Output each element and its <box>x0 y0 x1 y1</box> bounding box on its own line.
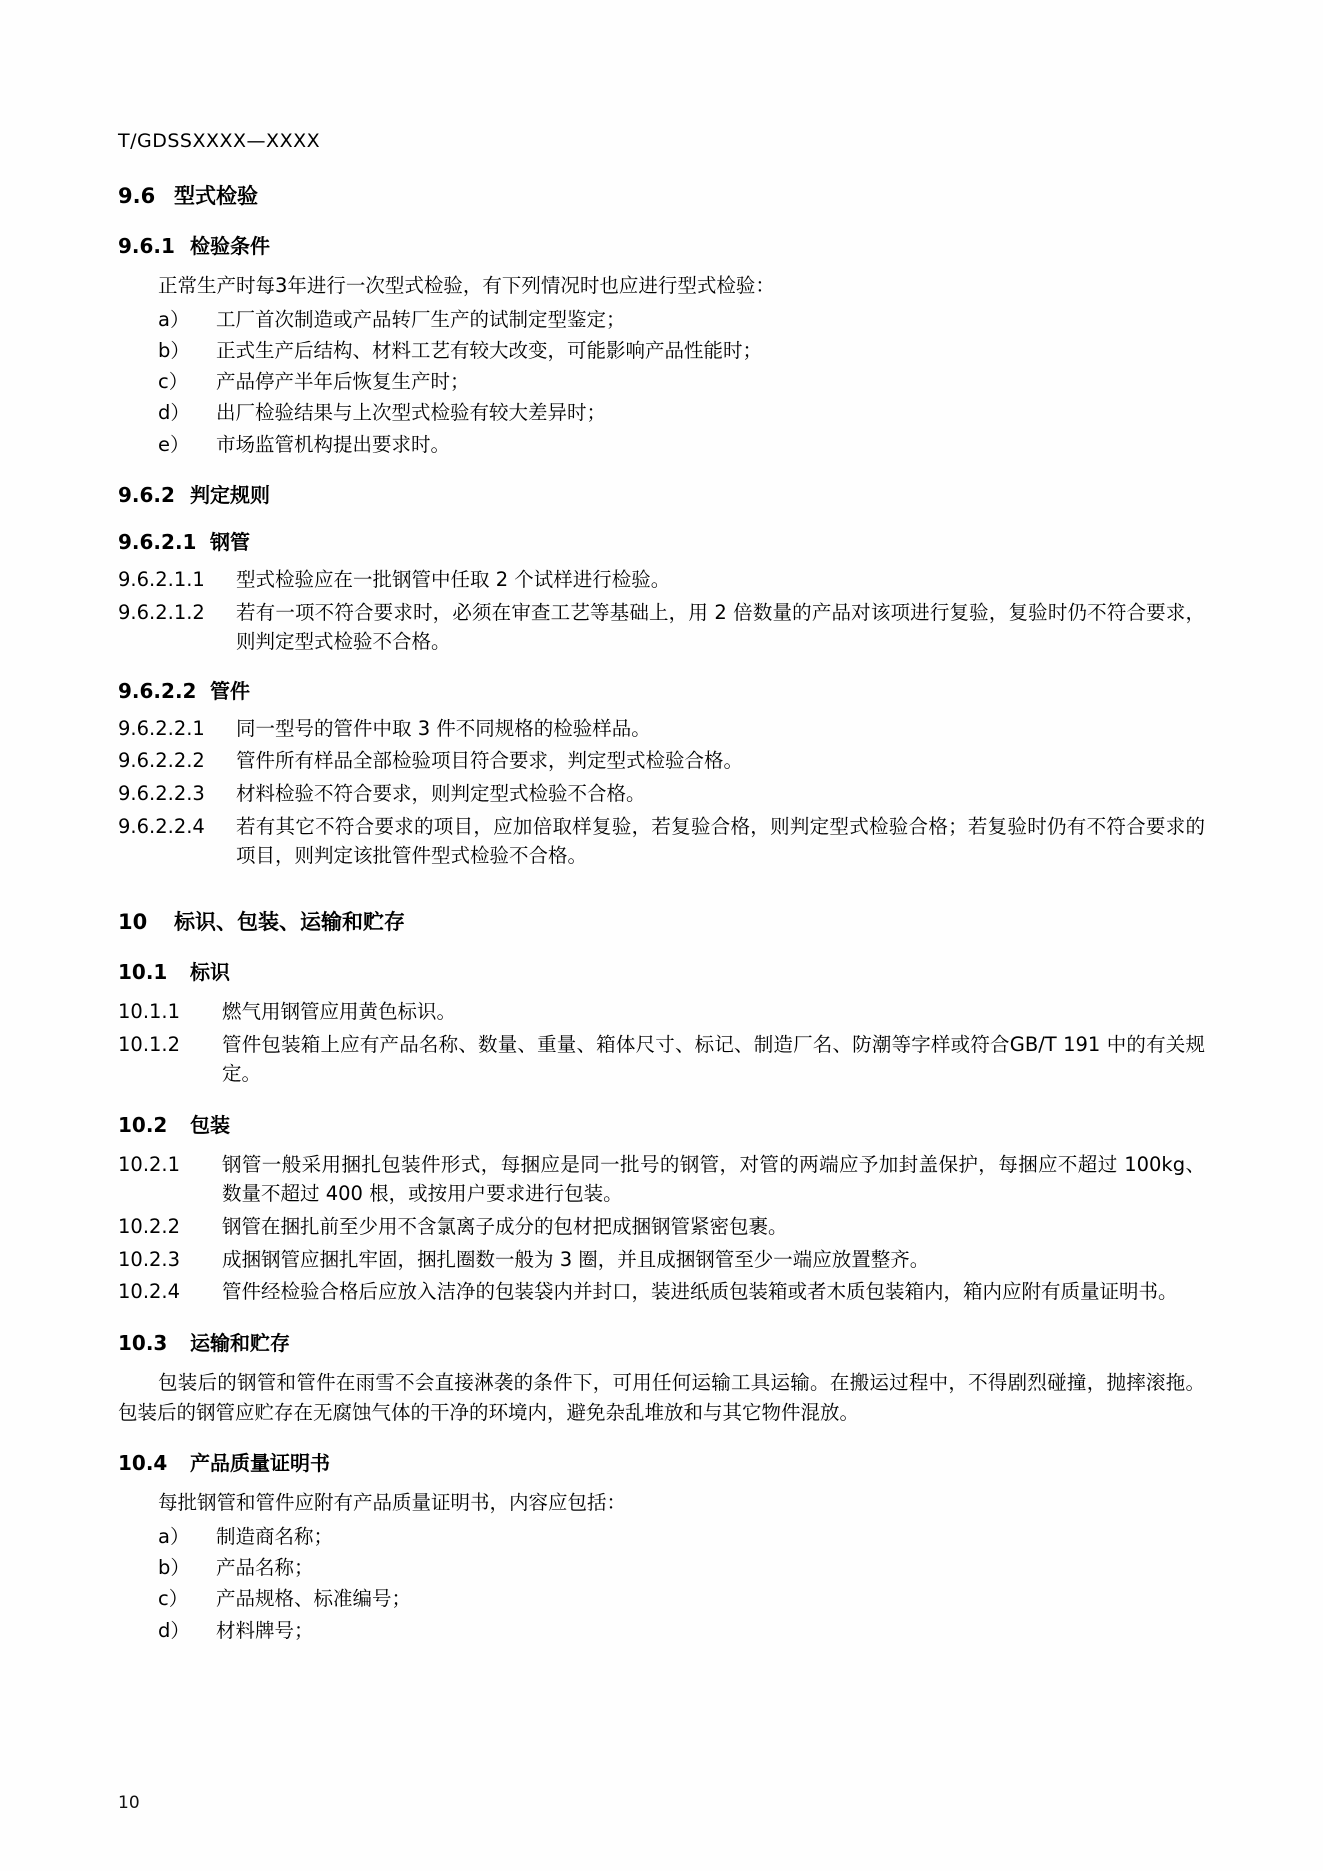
heading-9-6-2-2 <box>118 675 1205 704</box>
page-number: 10 <box>118 1793 140 1813</box>
heading-10-4 <box>118 1447 1205 1476</box>
clause-label: 9.6.2.2.1 <box>118 716 205 740</box>
heading-9-6-2-1-title: 钢管 <box>210 529 250 554</box>
heading-9-6-2-1 <box>118 526 1205 555</box>
clause-text: 钢管一般采用捆扎包装件形式，每捆应是同一批号的钢管，对管的两端应予加封盖保护，每捆应不超过 100kg、数量不超过 400 根，或按用户要求进行包装。 <box>222 1152 1205 1206</box>
heading-9-6-1-title: 检验条件 <box>190 234 270 258</box>
list-marker: b） <box>158 1556 190 1579</box>
clause-text: 同一型号的管件中取 3 件不同规格的检验样品。 <box>236 716 651 740</box>
heading-9-6-2-2-number: 9.6.2.2 <box>118 678 197 703</box>
clause-paragraph <box>118 714 1205 744</box>
list-text: 出厂检验结果与上次型式检验有较大差异时； <box>216 401 607 425</box>
clause-label: 9.6.2.1.1 <box>118 567 205 591</box>
list-text: 工厂首次制造或产品转厂生产的试制定型鉴定； <box>216 307 626 331</box>
list-item <box>118 398 1205 427</box>
clause-text: 若有其它不符合要求的项目，应加倍取样复验，若复验合格，则判定型式检验合格；若复验时仍有不符合要求的项目，则判定该批管件型式检验不合格。 <box>236 814 1205 868</box>
heading-10-2 <box>118 1109 1205 1138</box>
heading-10-4-title: 产品质量证明书 <box>190 1451 330 1476</box>
list-text: 产品名称； <box>216 1556 314 1579</box>
clause-paragraph <box>118 997 1205 1027</box>
list-item <box>118 336 1205 365</box>
paragraph-10-4-intro: 每批钢管和管件应附有产品质量证明书，内容应包括： <box>158 1491 627 1515</box>
heading-9-6-1 <box>118 230 1205 259</box>
clause-text: 型式检验应在一批钢管中任取 2 个试样进行检验。 <box>236 567 671 591</box>
clause-label: 10.2.1 <box>118 1152 181 1176</box>
clause-text: 管件经检验合格后应放入洁净的包装袋内并封口，装进纸质包装箱或者木质包装箱内，箱内应附有质量证明书。 <box>222 1280 1178 1304</box>
heading-10-3 <box>118 1327 1205 1356</box>
spacer <box>118 874 1205 884</box>
list-item <box>118 1584 1205 1613</box>
clause-text: 管件包装箱上应有产品名称、数量、重量、箱体尺寸、标记、制造厂名、防潮等字样或符合GB/T 191 中的有关规定。 <box>222 1032 1205 1086</box>
document-header-code: T/GDSSXXXX—XXXX <box>118 130 321 152</box>
clause-label: 9.6.2.2.2 <box>118 749 205 773</box>
heading-9-6-2-2-title: 管件 <box>210 678 250 703</box>
clause-paragraph <box>118 1150 1205 1209</box>
heading-10-3-title: 运输和贮存 <box>190 1330 290 1355</box>
list-text: 产品规格、标准编号； <box>216 1587 412 1611</box>
list-item <box>118 305 1205 334</box>
list-marker: d） <box>158 401 190 425</box>
clause-paragraph <box>118 812 1205 871</box>
list-text: 材料牌号； <box>216 1618 314 1642</box>
clause-label: 10.2.2 <box>118 1215 181 1238</box>
list-item <box>118 1522 1205 1551</box>
list-text: 产品停产半年后恢复生产时； <box>216 370 470 394</box>
heading-10-2-title: 包装 <box>190 1112 230 1137</box>
heading-9-6-1-number: 9.6.1 <box>118 234 175 258</box>
clause-paragraph <box>118 779 1205 809</box>
clause-paragraph <box>118 565 1205 595</box>
clause-label: 10.1.1 <box>118 999 181 1023</box>
list-text: 制造商名称； <box>216 1524 334 1548</box>
list-marker: d） <box>158 1618 190 1642</box>
clause-label: 10.2.4 <box>118 1280 181 1304</box>
list-marker: c） <box>158 1587 189 1611</box>
heading-10-title: 标识、包装、运输和贮存 <box>174 909 405 934</box>
clause-text: 成捆钢管应捆扎牢固，捆扎圈数一般为 3 圈，并且成捆钢管至少一端应放置整齐。 <box>222 1247 930 1271</box>
clause-paragraph <box>118 1277 1205 1307</box>
list-marker: b） <box>158 338 190 362</box>
clause-paragraph <box>118 598 1205 657</box>
clause-label: 10.2.3 <box>118 1247 181 1271</box>
clause-label: 9.6.2.2.3 <box>118 782 205 805</box>
heading-9-6-2-title: 判定规则 <box>190 482 270 507</box>
clause-text: 燃气用钢管应用黄色标识。 <box>222 999 457 1023</box>
clause-label: 10.1.2 <box>118 1032 181 1056</box>
heading-9-6-2 <box>118 479 1205 508</box>
heading-9-6 <box>118 180 1205 210</box>
clause-text: 管件所有样品全部检验项目符合要求，判定型式检验合格。 <box>236 749 744 773</box>
clause-label: 9.6.2.1.2 <box>118 600 205 624</box>
list-text: 正式生产后结构、材料工艺有较大改变，可能影响产品性能时； <box>216 338 763 362</box>
heading-10-2-number: 10.2 <box>118 1112 168 1137</box>
heading-9-6-number: 9.6 <box>118 184 156 208</box>
heading-10-1-title: 标识 <box>190 959 230 984</box>
heading-9-6-2-number: 9.6.2 <box>118 482 175 507</box>
list-item <box>118 1616 1205 1645</box>
heading-9-6-2-1-number: 9.6.2.1 <box>118 529 197 554</box>
list-item <box>118 367 1205 396</box>
list-marker: c） <box>158 370 189 394</box>
clause-paragraph <box>118 1212 1205 1242</box>
clause-paragraph <box>118 746 1205 776</box>
paragraph-10-3: 包装后的钢管和管件在雨雪不会直接淋袭的条件下，可用任何运输工具运输。在搬运过程中，不得剧烈碰撞，抛摔滚拖。包装后的钢管应贮存在无腐蚀气体的干净的环境内，避免杂乱堆放和与其它物件混放。 <box>118 1370 1205 1424</box>
clause-text: 若有一项不符合要求时，必须在审查工艺等基础上，用 2 倍数量的产品对该项进行复验，复验时仍不符合要求，则判定型式检验不合格。 <box>236 600 1205 654</box>
clause-label: 9.6.2.2.4 <box>118 814 205 838</box>
paragraph-9-6-1-intro: 正常生产时每3年进行一次型式检验，有下列情况时也应进行型式检验： <box>158 274 775 297</box>
list-marker: a） <box>158 1524 190 1548</box>
clause-text: 钢管在捆扎前至少用不含氯离子成分的包材把成捆钢管紧密包裹。 <box>222 1215 788 1238</box>
heading-9-6-title: 型式检验 <box>174 184 258 208</box>
list-item <box>118 1553 1205 1582</box>
list-marker: a） <box>158 307 190 331</box>
clause-text: 材料检验不符合要求，则判定型式检验不合格。 <box>236 782 646 805</box>
heading-10-number: 10 <box>118 909 148 934</box>
list-item <box>118 430 1205 459</box>
clause-paragraph <box>118 1030 1205 1089</box>
clause-paragraph <box>118 1245 1205 1275</box>
heading-10-1 <box>118 956 1205 985</box>
heading-10-4-number: 10.4 <box>118 1451 168 1476</box>
list-marker: e） <box>158 432 190 456</box>
heading-10 <box>118 906 1205 936</box>
heading-10-3-number: 10.3 <box>118 1330 168 1355</box>
list-text: 市场监管机构提出要求时。 <box>216 432 451 456</box>
heading-10-1-number: 10.1 <box>118 959 168 984</box>
